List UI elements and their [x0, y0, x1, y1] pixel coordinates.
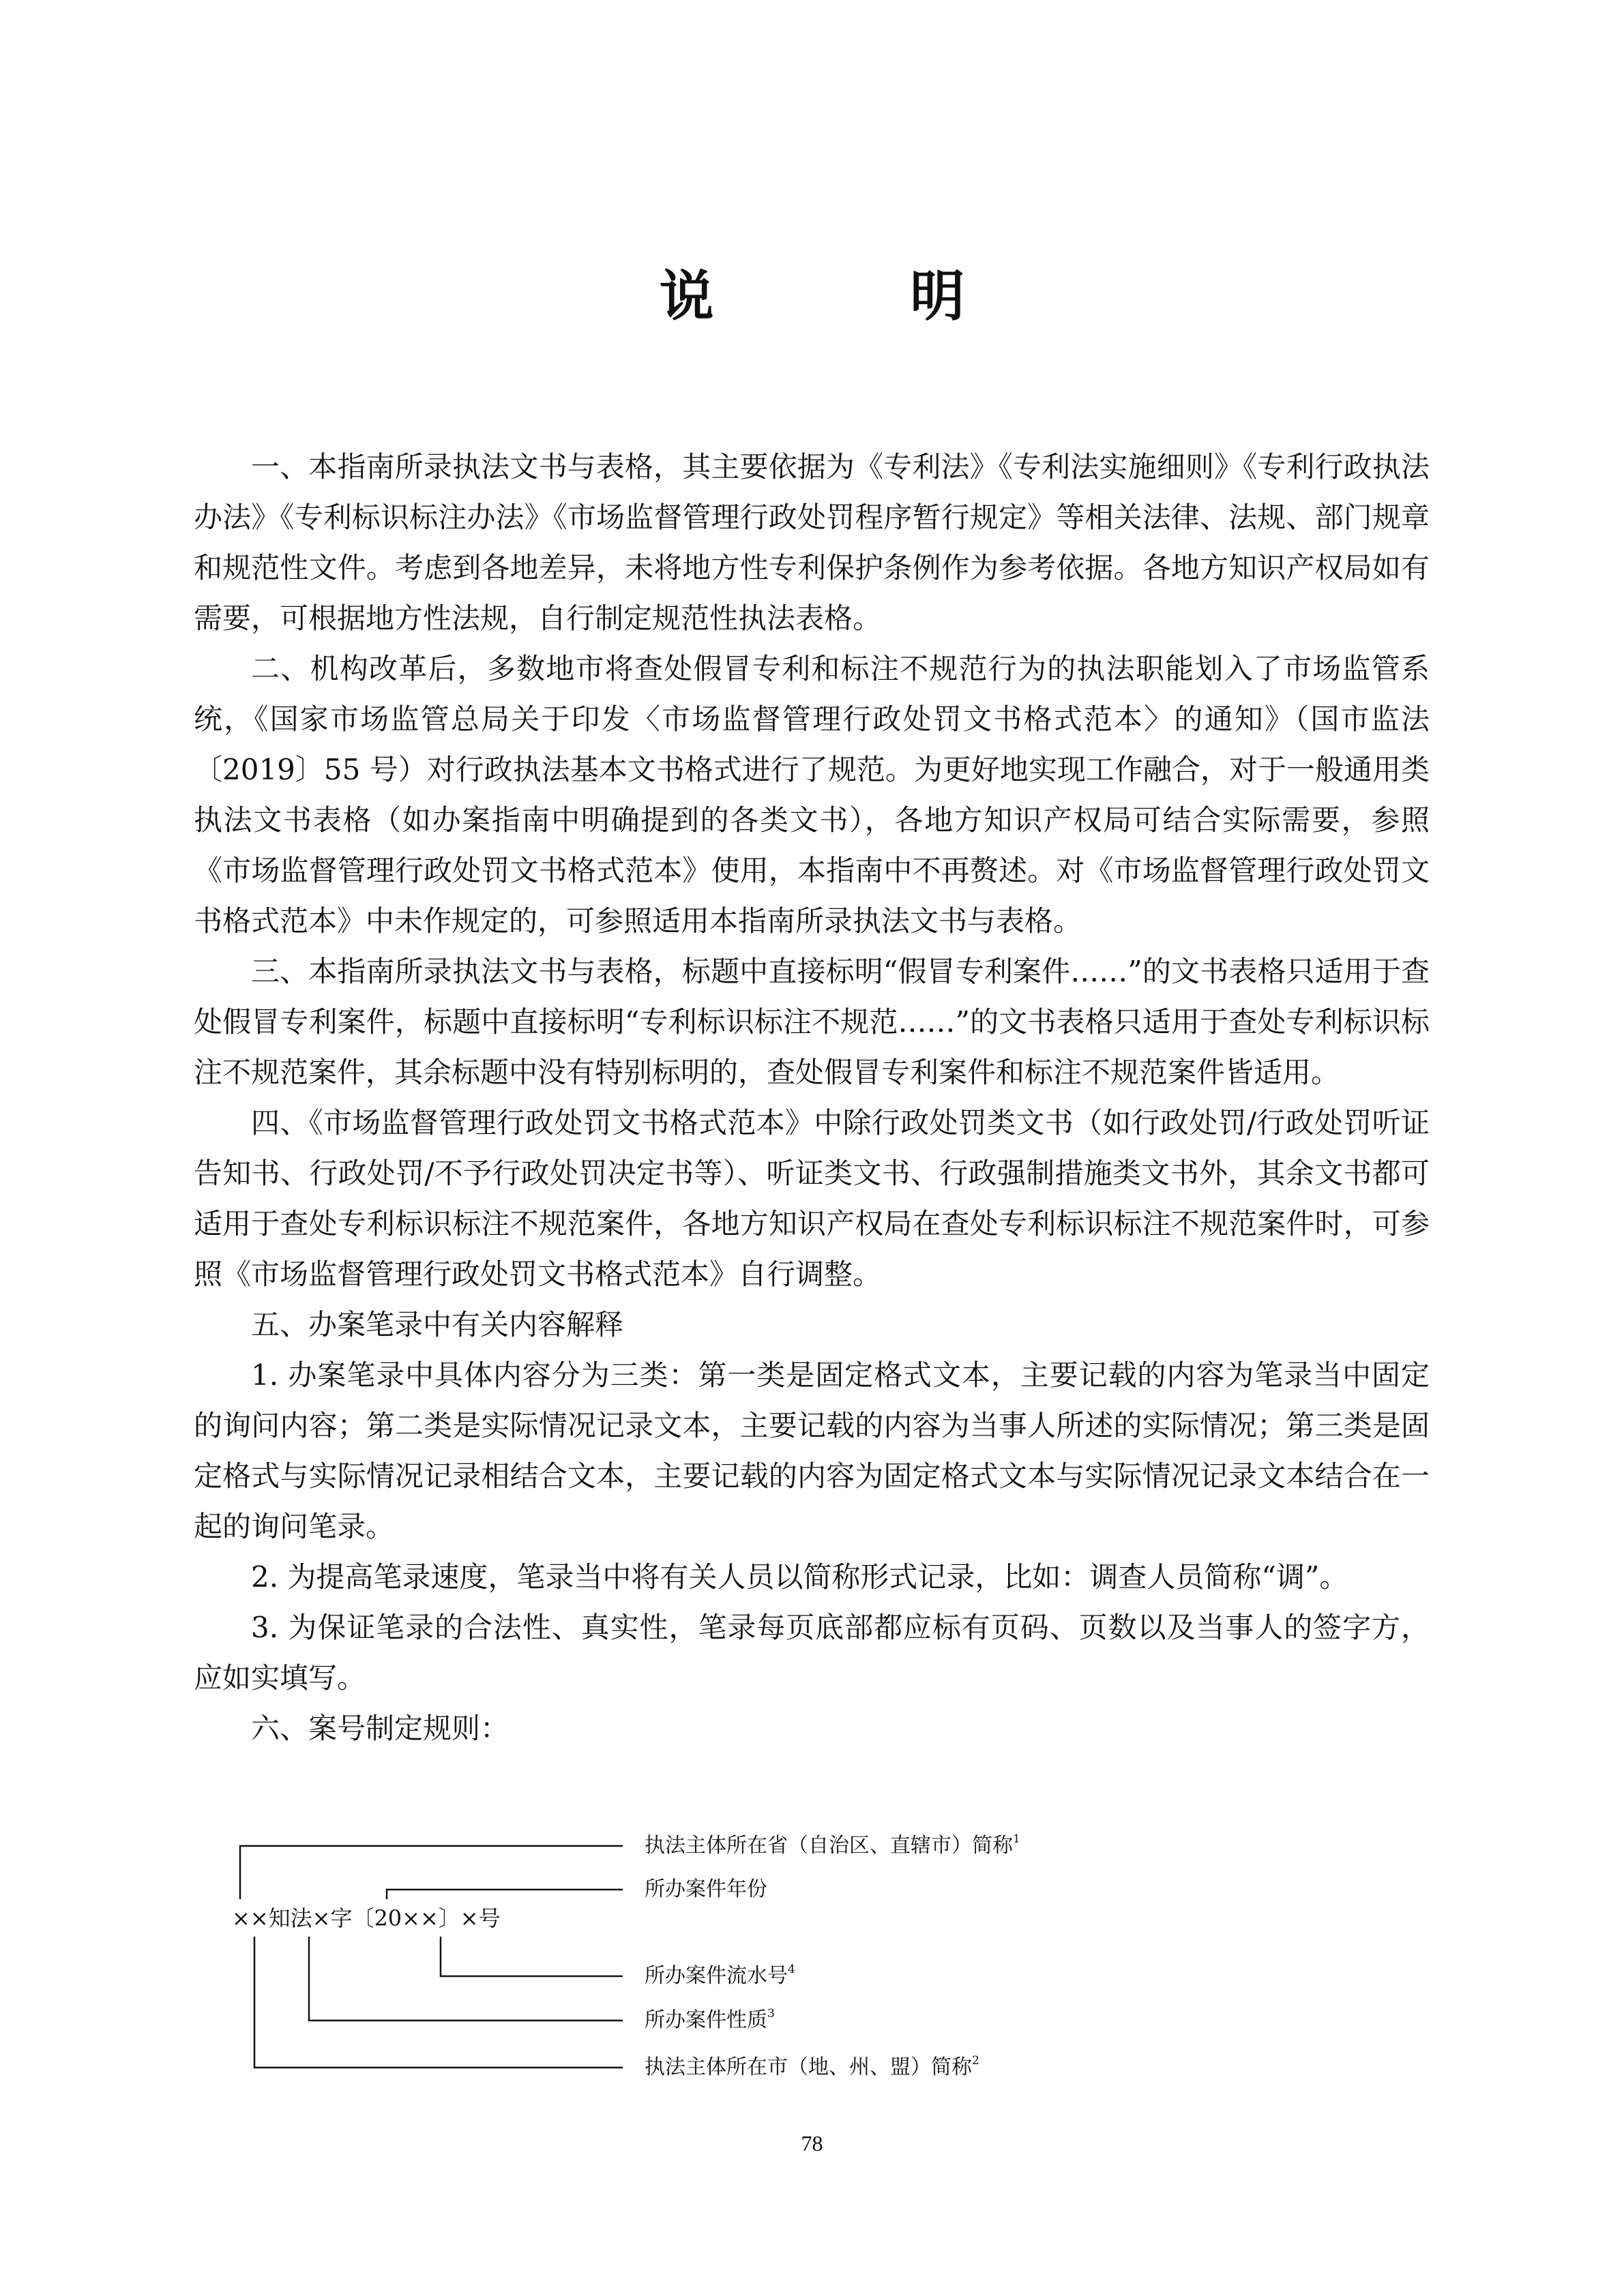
footnote-mark-1: 1 [1013, 1832, 1020, 1846]
page-title: 说 明 [659, 265, 1054, 328]
footnote-mark-4: 4 [788, 1963, 795, 1976]
connector-province [240, 1846, 623, 1899]
paragraph-5-1: 1. 办案笔录中具体内容分为三类：第一类是固定格式文本，主要记载的内容为笔录当中固定的询问内容；第二类是实际情况记录文本，主要记载的内容为当事人所述的实际情况；第三类是固定格式与实际情况记录相结合文本，主要记载的内容为固定格式文本与实际情况记录文本结合在一起的询问笔录。 [194, 1358, 1430, 1543]
paragraph-1: 一、本指南所录执法文书与表格，其主要依据为《专利法》《专利法实施细则》《专利行政执法办法》《专利标识标注办法》《市场监督管理行政处罚程序暂行规定》等相关法律、法规、部门规章和规范性文件。考虑到各地差异，未将地方性专利保护条例作为参考依据。各地方知识产权局如有需要，可根据地方性法规，自行制定规范性执法表格。 [194, 450, 1430, 635]
paragraph-5-2: 2. 为提高笔录速度，笔录当中将有关人员以简称形式记录，比如：调查人员简称“调”。 [251, 1560, 1348, 1594]
diagram-label-year: 所办案件年份 [645, 1877, 767, 1901]
case-number-template: ××知法×字〔20××〕×号 [232, 1905, 501, 1931]
diagram-label-province: 执法主体所在省（自治区、直辖市）简称$^1$ [645, 1832, 1020, 1858]
paragraph-2: 二、机构改革后，多数地市将查处假冒专利和标注不规范行为的执法职能划入了市场监管系统，《国家市场监管总局关于印发〈市场监督管理行政处罚文书格式范本〉的通知》（国市监法〔2019〕55 号）对行政执法基本文书格式进行了规范。为更好地实现工作融合，对于一般通用类执法文书表格（如办案指南中明确提到的各类文书），各地方知识产权局可结合实际需要，参照《市场监督管理行政处罚文书格式范本》使用，本指南中不再赘述。对《市场监督管理行政处罚文书格式范本》中未作规定的，可参照适用本指南所录执法文书与表格。 [194, 652, 1430, 938]
paragraph-3: 三、本指南所录执法文书与表格，标题中直接标明“假冒专利案件……”的文书表格只适用于查处假冒专利案件，标题中直接标明“专利标识标注不规范……”的文书表格只适用于查处专利标识标注不规范案件，其余标题中没有特别标明的，查处假冒专利案件和标注不规范案件皆适用。 [194, 955, 1430, 1089]
diagram-label-city: 执法主体所在市（地、州、盟）简称$^2$ [645, 2054, 979, 2079]
body-text [194, 442, 1430, 1754]
connector-nature [309, 1937, 623, 2021]
connector-city [254, 1937, 623, 2068]
diagram-label-serial: 所办案件流水号$^4$ [645, 1963, 795, 1988]
page-number: 78 [801, 2131, 823, 2156]
connector-serial [441, 1937, 623, 1976]
section-heading-6: 六、案号制定规则： [251, 1712, 510, 1745]
footnote-mark-2: 2 [972, 2054, 979, 2068]
diagram-label-nature: 所办案件性质$^3$ [645, 2007, 775, 2032]
paragraph-5-3: 3. 为保证笔录的合法性、真实性，笔录每页底部都应标有页码、页数以及当事人的签字方，应如实填写。 [194, 1611, 1430, 1695]
section-heading-5: 五、办案笔录中有关内容解释 [251, 1308, 624, 1341]
paragraph-4: 四、《市场监督管理行政处罚文书格式范本》中除行政处罚类文书（如行政处罚/行政处罚听证告知书、行政处罚/不予行政处罚决定书等）、听证类文书、行政强制措施类文书外，其余文书都可适用于查处专利标识标注不规范案件，各地方知识产权局在查处专利标识标注不规范案件时，可参照《市场监督管理行政处罚文书格式范本》自行调整。 [194, 1106, 1430, 1291]
connector-year [387, 1890, 623, 1899]
footnote-mark-3: 3 [767, 2007, 775, 2021]
